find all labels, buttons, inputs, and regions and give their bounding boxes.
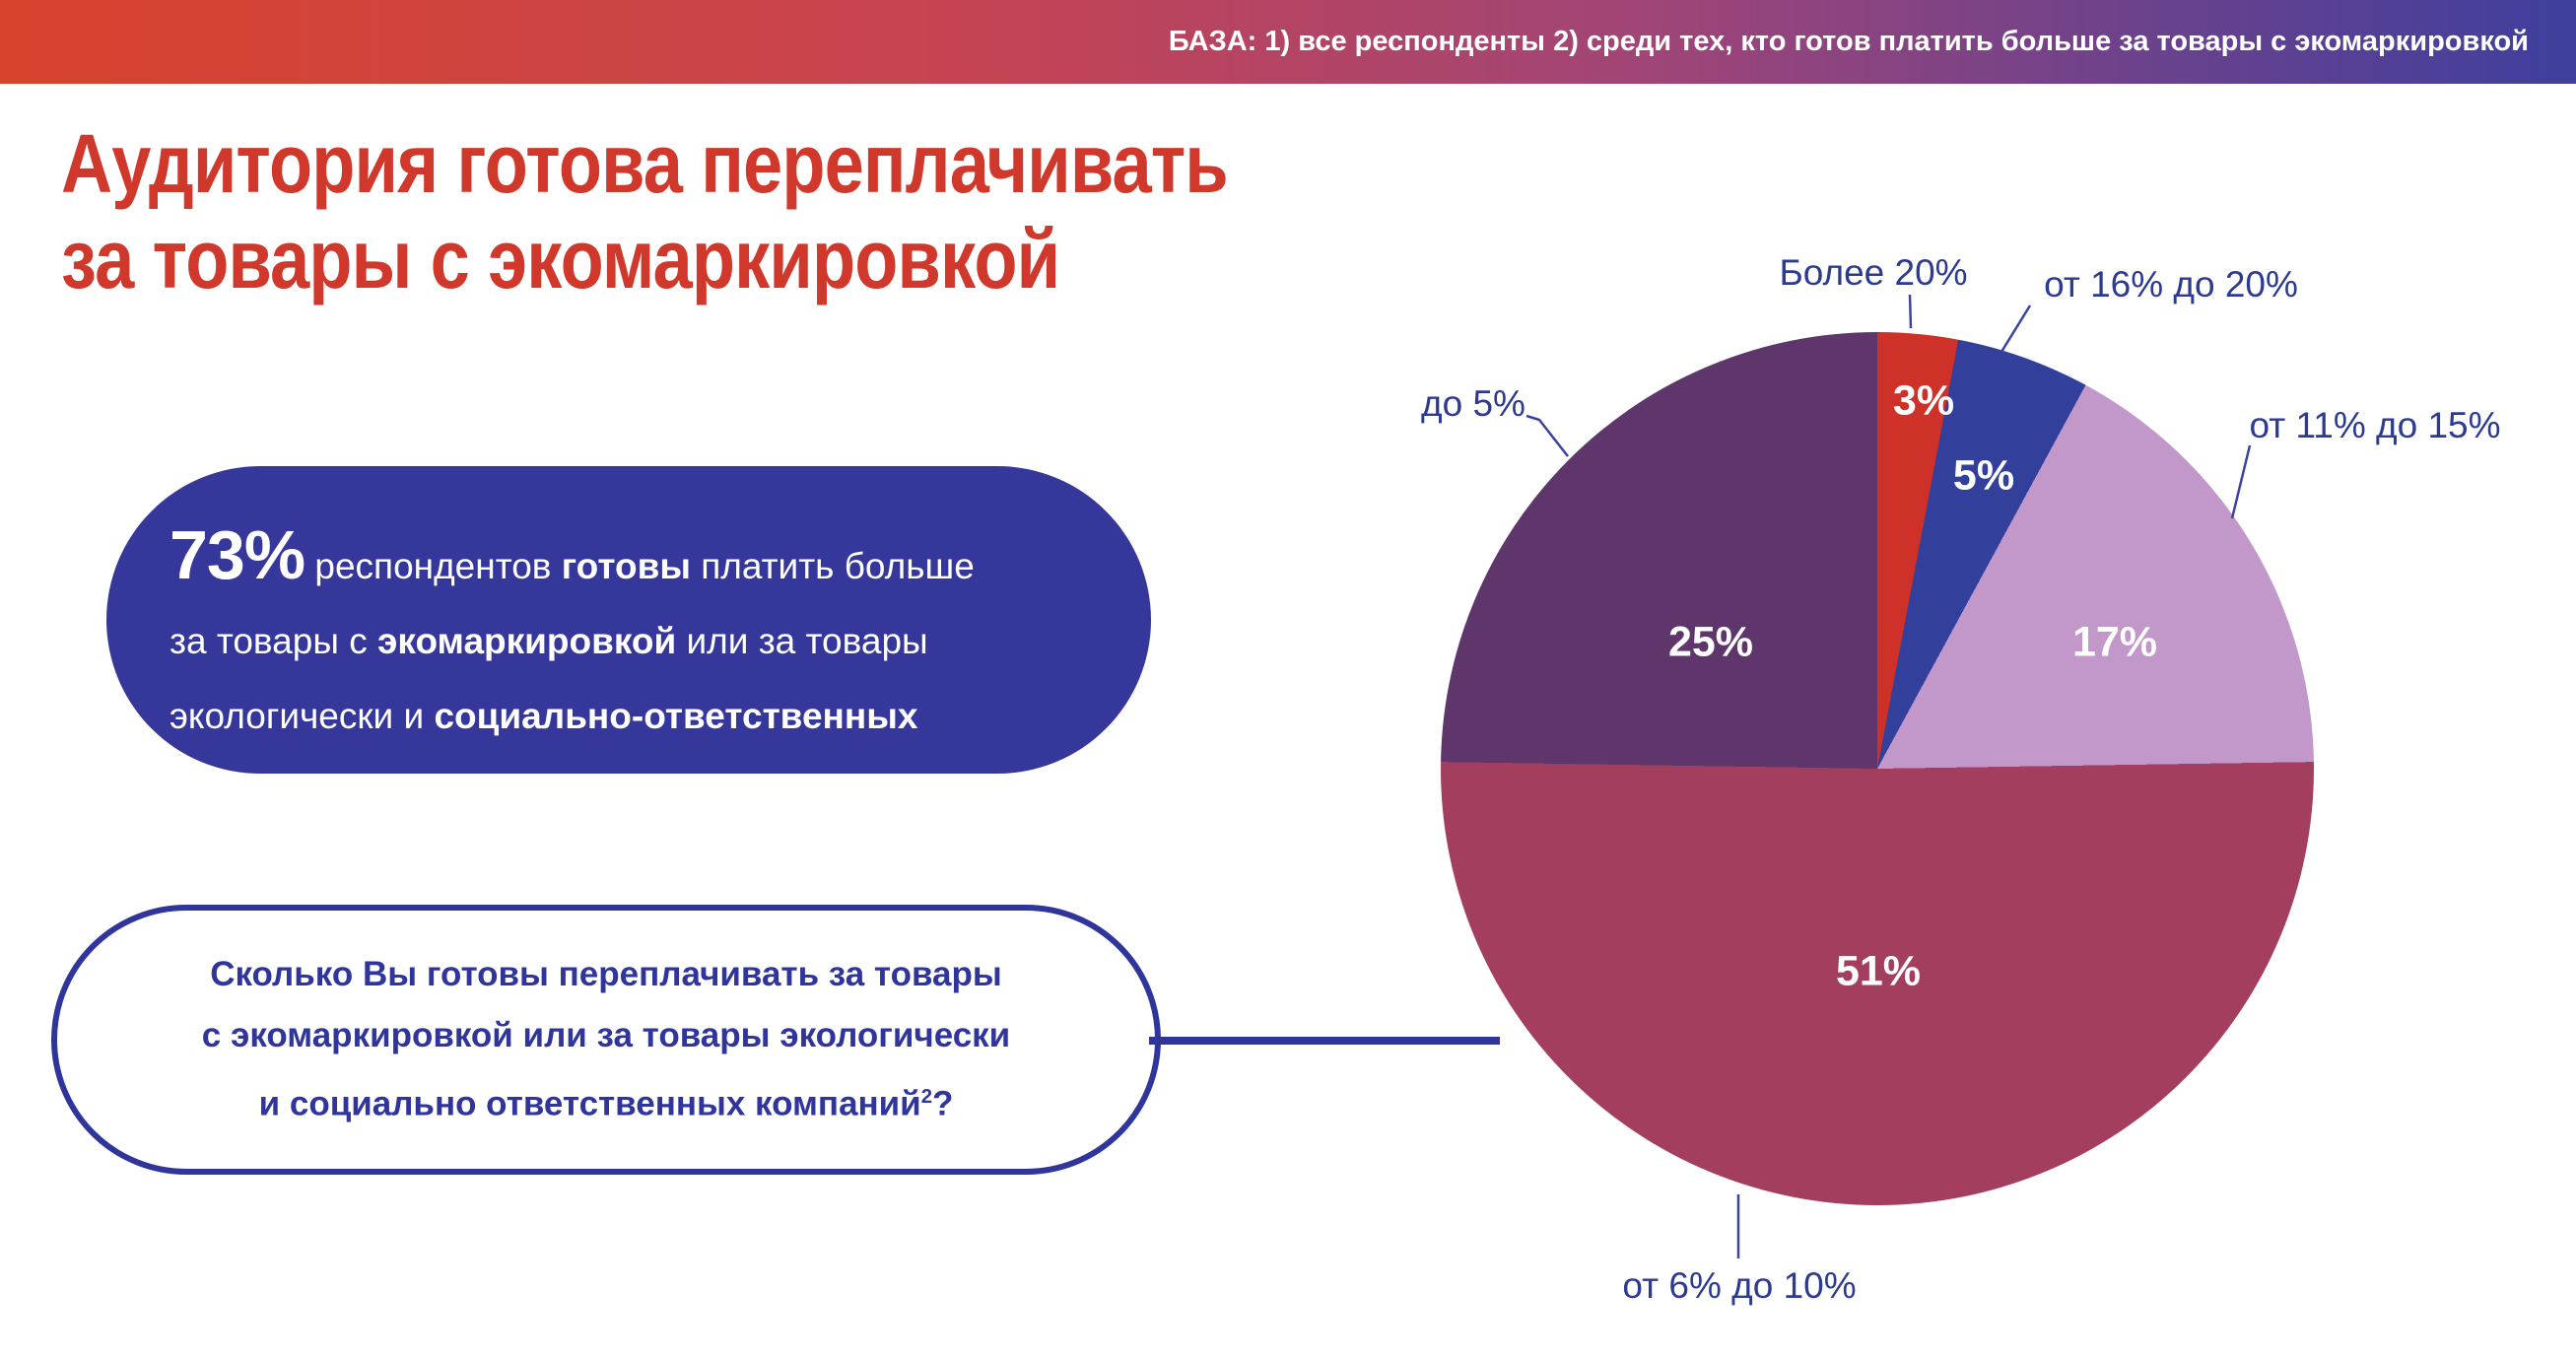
pie-category-label-more20: Более 20%: [1779, 252, 1968, 293]
page-title-line2: за товары с экомаркировкой: [61, 213, 1060, 306]
pie-category-label-11to15: от 11% до 15%: [2249, 405, 2501, 445]
stat-line-1: 73% респондентов готовы платить больше: [169, 516, 975, 593]
page-title-line1: Аудитория готова переплачивать: [61, 117, 1228, 210]
base-note: БАЗА: 1) все респонденты 2) среди тех, кто готов платить больше за товары с экомаркировкой: [1168, 26, 2529, 57]
question-line-2: с экомаркировкой или за товары экологически: [201, 1016, 1011, 1055]
page-title: [61, 116, 1228, 307]
pie-value-label-more20: 3%: [1892, 376, 1955, 425]
question-line-1: Сколько Вы готовы переплачивать за товары: [210, 955, 1002, 994]
leader-line-11to15: [2232, 445, 2250, 518]
stat-value: 73%: [169, 516, 305, 593]
pie-value-label-11to15: 17%: [2071, 618, 2158, 666]
pie-category-label-upto5: до 5%: [1421, 383, 1525, 424]
stat-line-2: за товары с экомаркировкой или за товары: [169, 621, 928, 661]
pie-value-label-upto5: 25%: [1667, 618, 1754, 666]
pie-value-label-6to10: 51%: [1835, 947, 1922, 995]
question-line-3: и социально ответственных компаний$^2$?: [258, 1084, 954, 1123]
leader-line-upto5: [1526, 416, 1568, 456]
top-gradient-bar: [0, 0, 2576, 84]
stat-line-3: экологически и социально-ответственных компаний$^1$.: [169, 696, 928, 820]
pie-category-label-16to20: от 16% до 20%: [2044, 264, 2298, 305]
leader-line-more20: [1910, 295, 1911, 328]
pie-category-label-6to10: от 6% до 10%: [1622, 1265, 1857, 1306]
question-bubble: [51, 905, 1161, 1175]
pie-value-label-16to20: 5%: [1952, 451, 2015, 500]
stat-card-text: [106, 466, 1151, 837]
stat-card: [106, 466, 1151, 820]
leader-line-16to20: [2001, 306, 2030, 352]
pie-chart: [1441, 332, 2314, 1205]
